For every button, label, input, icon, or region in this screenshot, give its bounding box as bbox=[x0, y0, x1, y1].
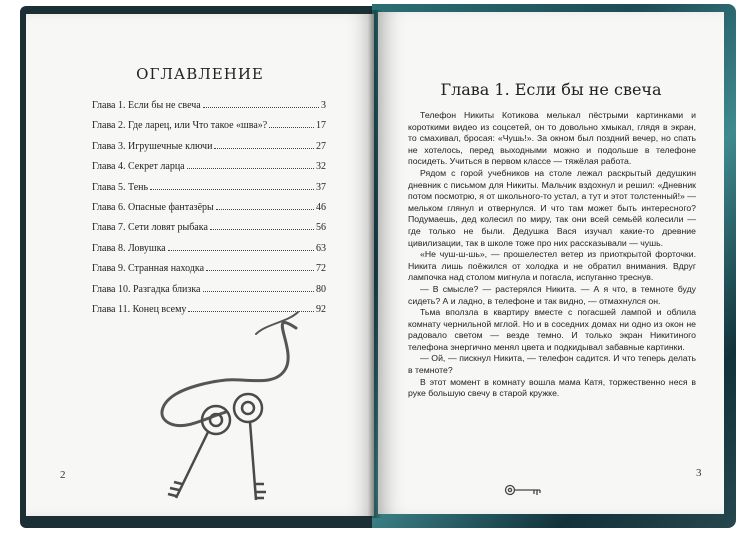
paragraph: В этот момент в комнату вошла мама Катя, торжественно неся в руке большую свечу в старой кружке. bbox=[408, 376, 696, 399]
right-page bbox=[378, 12, 724, 514]
toc-label: Глава 9. Странная находка bbox=[92, 263, 205, 275]
toc-leader bbox=[187, 168, 314, 169]
toc-page: 17 bbox=[316, 120, 326, 132]
page-number-right: 3 bbox=[696, 467, 702, 479]
toc-page: 56 bbox=[316, 222, 326, 234]
toc-leader bbox=[214, 148, 314, 149]
toc-page: 32 bbox=[316, 161, 326, 173]
toc-leader bbox=[168, 250, 314, 251]
paragraph: Рядом с горой учебников на столе лежал раскрытый дедушкин дневник с письмом для Никиты. Мальчик вздохнул и решил: «Дневник потом посмотрю, я от школьного-то устал, а тут и этот толстенный!» — мельком глянул и отвернулся. И что там может быть интересного? Подумаешь, дед колесил по миру, так они всей семьёй колесили — где только не были. Дедушка Вася изучал какие-то древние цивилизации, так в школе тоже про них рассказывали — чушь. bbox=[408, 167, 696, 248]
toc-page: 80 bbox=[316, 283, 326, 295]
toc-label: Глава 10. Разгадка близка bbox=[92, 283, 201, 295]
toc-row[interactable] bbox=[92, 284, 326, 304]
toc-row[interactable] bbox=[92, 243, 326, 263]
toc-leader bbox=[203, 107, 319, 108]
key-ornament-icon bbox=[504, 482, 544, 498]
toc-leader bbox=[210, 229, 314, 230]
paragraph: Телефон Никиты Котикова мелькал пёстрыми картинками и короткими видео из соцсетей, он то довольно хмыкал, глядя в экран, то смахивал, бросая: «Чушь!». За окном был поздний вечер, но спать не хотелось, перед выходными можно и подольше в телефоне посидеть. Учиться в первом классе — тяжёлая работа. bbox=[408, 110, 696, 167]
toc-row[interactable] bbox=[92, 141, 326, 161]
toc-label: Глава 6. Опасные фантазёры bbox=[92, 201, 214, 213]
toc-label: Глава 11. Конец всему bbox=[92, 303, 187, 315]
paragraph: — В смысле? — растерялся Никита. — А я что, в темноте буду сидеть? А и ладно, в телефоне и так видно, — отмахнулся он. bbox=[408, 283, 696, 306]
toc-leader bbox=[216, 209, 314, 210]
toc-row[interactable] bbox=[92, 182, 326, 202]
page-number-left: 2 bbox=[60, 469, 66, 481]
toc-title: ОГЛАВЛЕНИЕ bbox=[136, 65, 264, 83]
toc-row[interactable] bbox=[92, 161, 326, 181]
toc-row[interactable] bbox=[92, 202, 326, 222]
paragraph: Тьма вползла в квартиру вместе с погасшей лампой и облила комнату чернильной мглой. Но и в соседних домах ни одно из окон не радовало светом — везде темно. И только экран Никитиного телефона энергично менял цвета и подкидывал забавные картинки. bbox=[408, 307, 696, 352]
toc-label: Глава 3. Игрушечные ключи bbox=[92, 140, 213, 152]
toc-row[interactable] bbox=[92, 100, 326, 120]
toc-page: 46 bbox=[316, 201, 326, 213]
toc-page: 37 bbox=[316, 181, 326, 193]
keys-illustration bbox=[146, 308, 316, 504]
toc-leader bbox=[150, 189, 314, 190]
toc-page: 3 bbox=[321, 100, 326, 111]
left-page bbox=[26, 14, 374, 516]
toc-label: Глава 2. Где ларец, или Что такое «шва»? bbox=[92, 120, 268, 132]
toc-row[interactable] bbox=[92, 120, 326, 140]
paragraph: — Ой, — пискнул Никита, — телефон садится. И что теперь делать в темноте? bbox=[408, 353, 696, 376]
toc-page: 27 bbox=[316, 140, 326, 152]
toc-row[interactable] bbox=[92, 222, 326, 242]
toc-page: 92 bbox=[316, 303, 326, 315]
toc-row[interactable] bbox=[92, 263, 326, 283]
toc-label: Глава 8. Ловушка bbox=[92, 242, 166, 254]
toc-leader bbox=[203, 291, 315, 292]
toc-leader bbox=[269, 127, 314, 128]
table-of-contents bbox=[92, 100, 326, 324]
toc-label: Глава 4. Секрет ларца bbox=[92, 161, 185, 173]
toc-label: Глава 1. Если бы не свеча bbox=[92, 100, 201, 111]
toc-label: Глава 5. Тень bbox=[92, 181, 149, 193]
chapter-title: Глава 1. Если бы не свеча bbox=[440, 80, 662, 99]
paragraph: «Не чуш-ш-шь», — прошелестел ветер из приоткрытой форточки. Никита лишь поёжился от холодка и не обратил внимания. Вдруг лампочка над столом мигнула и погасла, испуганно треснув. bbox=[408, 249, 696, 283]
toc-leader bbox=[206, 270, 314, 271]
chapter-text bbox=[408, 110, 696, 400]
toc-page: 72 bbox=[316, 263, 326, 275]
toc-page: 63 bbox=[316, 242, 326, 254]
toc-label: Глава 7. Сети ловят рыбака bbox=[92, 222, 208, 234]
